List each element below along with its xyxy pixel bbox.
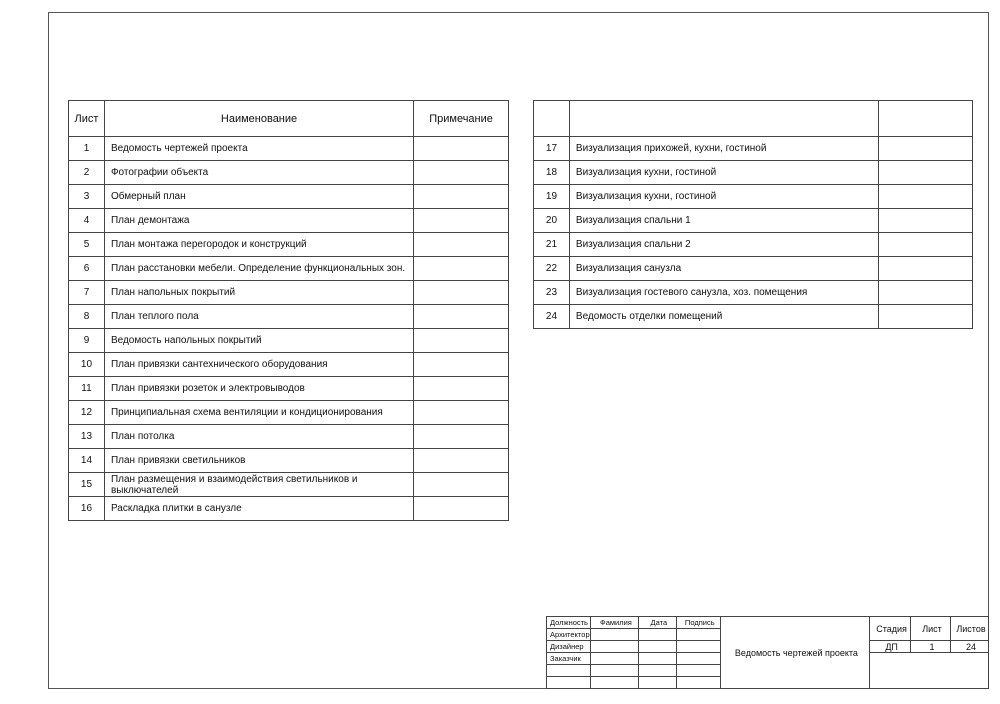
sheet-note [414,497,509,521]
table-row [69,449,509,473]
stamp-cell [547,665,591,677]
sheet-name: План привязки сантехнического оборудования [104,353,413,377]
stamp-role-designer: Дизайнер [547,641,591,653]
sheet-note [414,377,509,401]
table-row [534,209,973,233]
table-row [534,233,973,257]
sheet-note [879,209,973,233]
sheet-note [414,137,509,161]
stamp-sheets-label: Листов [950,617,988,641]
sheet-number: 22 [534,257,570,281]
table-row [534,161,973,185]
table-row [69,233,509,257]
sheet-note [414,185,509,209]
sheet-note [414,449,509,473]
table-row [534,185,973,209]
stamp-cell [590,665,638,677]
stamp-cell [676,653,720,665]
stamp-sheet-value: 1 [911,641,951,653]
sheet-name: Раскладка плитки в санузле [104,497,413,521]
header-name: Наименование [104,101,413,137]
sheet-note [414,257,509,281]
stamp-col-position: Должность [547,617,591,629]
sheet-list-table-right [533,100,973,329]
table-row [534,281,973,305]
sheet-number: 10 [69,353,105,377]
stamp-cell [676,629,720,641]
sheet-name: Ведомость напольных покрытий [104,329,413,353]
header-sheet: Лист [69,101,105,137]
stamp-role-architect: Архитектор [547,629,591,641]
stamp-cell [676,677,720,689]
table-row [534,257,973,281]
sheet-note [879,137,973,161]
sheet-number: 21 [534,233,570,257]
stamp-col-surname: Фамилия [590,617,638,629]
sheet-name: Фотографии объекта [104,161,413,185]
sheet-name: План привязки светильников [104,449,413,473]
stamp-cell [547,677,591,689]
sheet-note [879,257,973,281]
sheet-name: Визуализация кухни, гостиной [569,185,878,209]
sheet-number: 2 [69,161,105,185]
table-row [69,137,509,161]
sheet-name: Визуализация спальни 1 [569,209,878,233]
stamp-sheet-label: Лист [911,617,951,641]
stamp-cell [590,677,638,689]
sheet-name: План расстановки мебели. Определение функциональных зон. [104,257,413,281]
stamp-col-signature: Подпись [676,617,720,629]
sheet-name: Визуализация гостевого санузла, хоз. помещения [569,281,878,305]
sheet-number: 1 [69,137,105,161]
stamp-cell [590,653,638,665]
stamp-cell [638,653,676,665]
sheet-number: 7 [69,281,105,305]
sheet-note [414,209,509,233]
sheet-note [414,161,509,185]
sheet-name: Обмерный план [104,185,413,209]
sheet-number: 12 [69,401,105,425]
sheet-number: 17 [534,137,570,161]
sheet-name: Визуализация прихожей, кухни, гостиной [569,137,878,161]
sheet-note [414,329,509,353]
stamp-cell [638,629,676,641]
sheet-note [879,161,973,185]
sheet-name: Визуализация спальни 2 [569,233,878,257]
sheet-note [414,305,509,329]
table-row [69,497,509,521]
table-row [69,257,509,281]
sheet-note [414,425,509,449]
table-row [69,377,509,401]
table-row [69,281,509,305]
sheet-name: Визуализация кухни, гостиной [569,161,878,185]
table-row [69,425,509,449]
table-row [69,353,509,377]
stamp-cell [638,665,676,677]
sheet-number: 19 [534,185,570,209]
sheet-number: 24 [534,305,570,329]
sheet-name: План напольных покрытий [104,281,413,305]
sheet-name: План потолка [104,425,413,449]
sheet-number: 15 [69,473,105,497]
title-block [546,616,989,689]
header-blank-num [534,101,570,137]
sheet-list-table-left [68,100,509,521]
sheet-name: План демонтажа [104,209,413,233]
table-row [534,305,973,329]
sheet-note [414,281,509,305]
sheet-note [414,233,509,257]
sheet-number: 14 [69,449,105,473]
sheet-note [879,281,973,305]
sheet-name: План теплого пола [104,305,413,329]
sheet-number: 9 [69,329,105,353]
sheet-note [414,353,509,377]
header-blank-name [569,101,878,137]
sheet-number: 11 [69,377,105,401]
stamp-document-title: Ведомость чертежей проекта [720,617,869,689]
table-row [69,161,509,185]
table-row [69,209,509,233]
sheet-name: Принципиальная схема вентиляции и кондиционирования [104,401,413,425]
sheet-note [414,473,509,497]
stamp-cell [590,629,638,641]
sheet-number: 6 [69,257,105,281]
stamp-cell [676,665,720,677]
header-blank-note [879,101,973,137]
table-row [69,329,509,353]
sheet-number: 18 [534,161,570,185]
sheet-number: 16 [69,497,105,521]
table-row [534,137,973,161]
sheet-name: Ведомость чертежей проекта [104,137,413,161]
sheet-note [879,305,973,329]
sheet-name: Визуализация санузла [569,257,878,281]
stamp-cell [676,641,720,653]
stamp-cell [590,641,638,653]
sheet-number: 23 [534,281,570,305]
table-row [69,401,509,425]
sheet-note [879,185,973,209]
stamp-col-date: Дата [638,617,676,629]
sheet-note [414,401,509,425]
sheet-number: 20 [534,209,570,233]
stamp-role-customer: Заказчик [547,653,591,665]
sheet-note [879,233,973,257]
stamp-cell [638,677,676,689]
stamp-cell [638,641,676,653]
sheet-name: План привязки розеток и электровыводов [104,377,413,401]
sheet-number: 5 [69,233,105,257]
sheet-number: 13 [69,425,105,449]
sheet-name: План размещения и взаимодействия светильников и выключателей [104,473,413,497]
sheet-number: 8 [69,305,105,329]
sheet-name: План монтажа перегородок и конструкций [104,233,413,257]
header-note: Примечание [414,101,509,137]
stamp-sheets-value: 24 [950,641,988,653]
table-row [69,305,509,329]
sheet-number: 4 [69,209,105,233]
sheet-name: Ведомость отделки помещений [569,305,878,329]
table-row [69,185,509,209]
stamp-stage-value: ДП [870,641,911,653]
sheet-number: 3 [69,185,105,209]
table-row [69,473,509,497]
stamp-cell-org [870,653,989,689]
stamp-stage-label: Стадия [870,617,911,641]
